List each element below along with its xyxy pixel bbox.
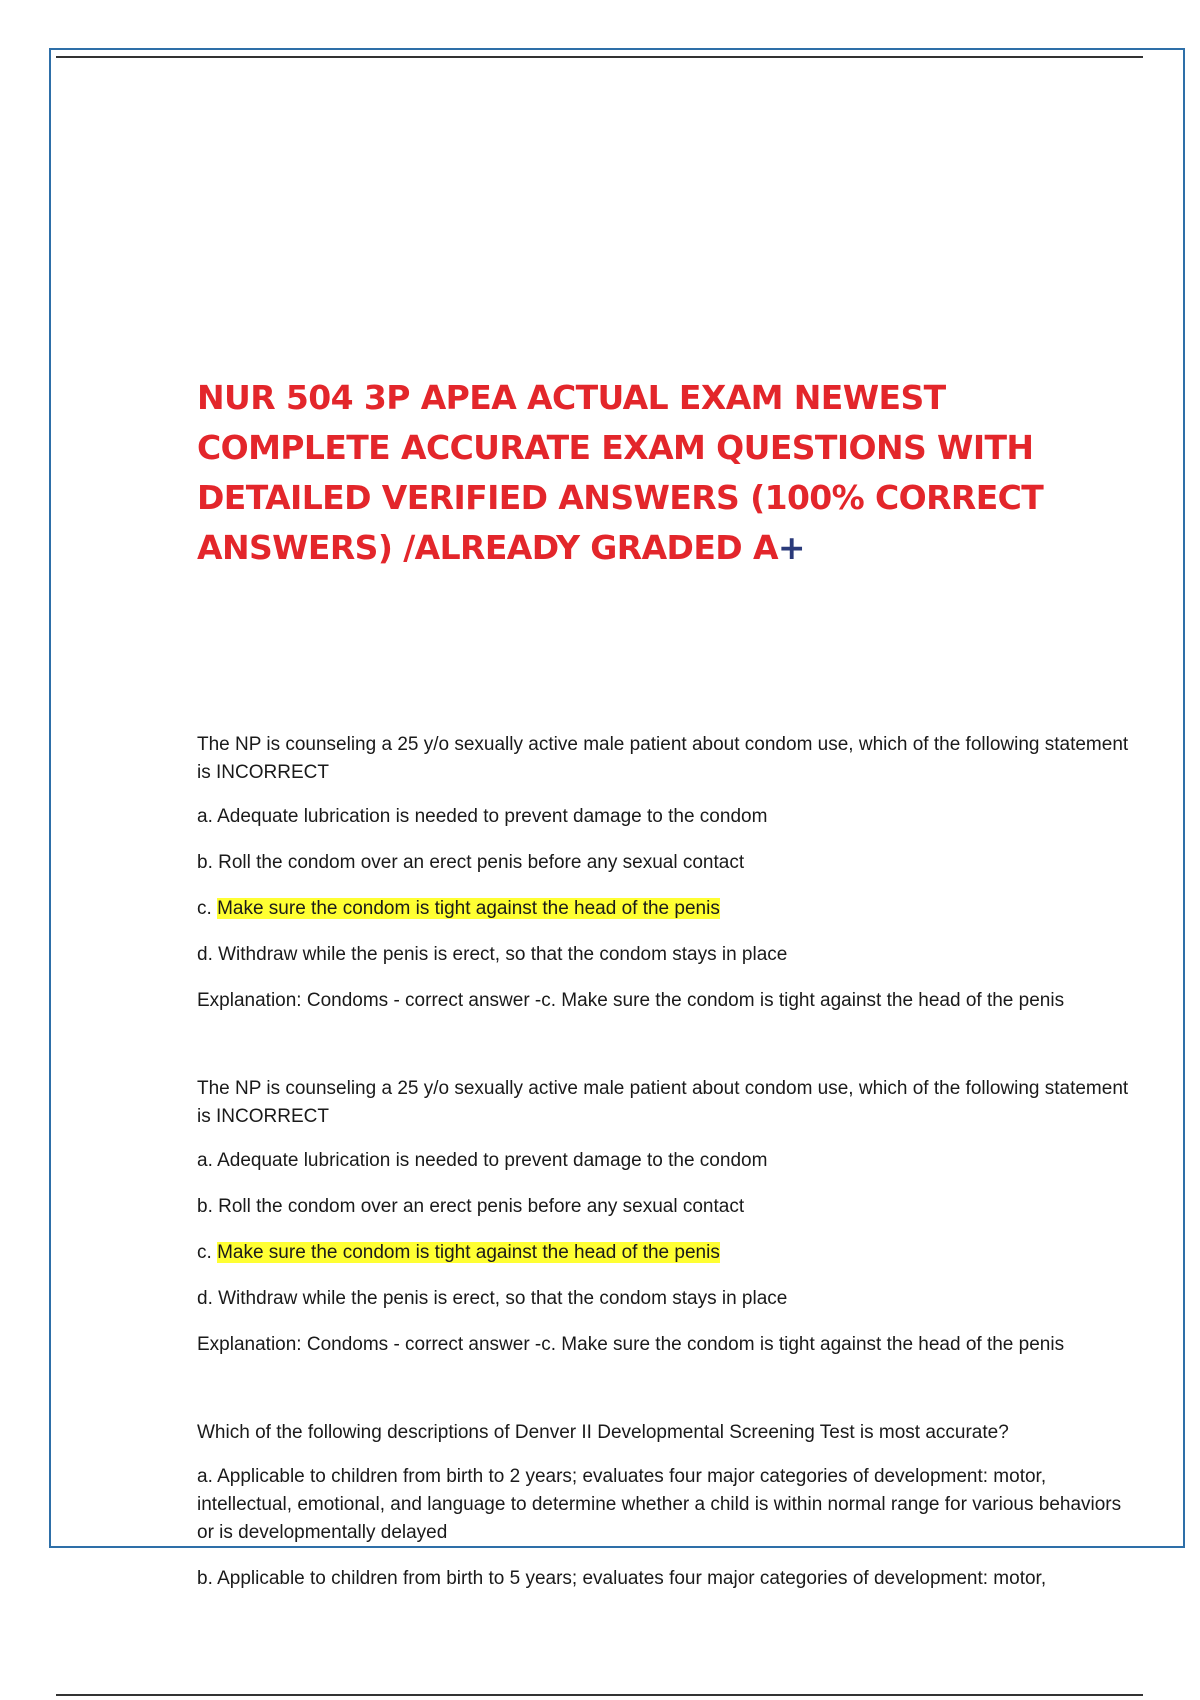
option-d: d. Withdraw while the penis is erect, so that the condom stays in place [197,944,788,965]
question-3 [197,1419,1132,1593]
option-c-prefix: c. [197,898,218,919]
answer-explanation: Explanation: Condoms - correct answer -c. Make sure the condom is tight against the head of the penis [197,1334,1065,1355]
option-b: b. Roll the condom over an erect penis before any sexual contact [197,852,745,873]
question-text: The NP is counseling a 25 y/o sexually active male patient about condom use, which of the following statement is INCORRECT [197,1078,1129,1127]
option-a: a. Applicable to children from birth to 2 years; evaluates four major categories of development: motor, intellectual, emotional, and language to determine whether a child is within normal range for various behaviors or is developmentally delayed [197,1466,1122,1543]
option-a: a. Adequate lubrication is needed to prevent damage to the condom [197,1150,768,1171]
highlighted-answer: Make sure the condom is tight against the head of the penis [217,1242,720,1263]
question-2 [197,1075,1132,1359]
document-title [197,373,1132,573]
questions-list [197,731,1132,1593]
highlighted-answer: Make sure the condom is tight against the head of the penis [217,898,720,919]
option-c-prefix: c. [197,1242,218,1263]
document-content [197,373,1132,1611]
option-a: a. Adequate lubrication is needed to prevent damage to the condom [197,806,768,827]
bottom-rule [56,1694,1143,1696]
answer-explanation: Explanation: Condoms - correct answer -c. Make sure the condom is tight against the head of the penis [197,990,1065,1011]
option-c [197,1239,1132,1267]
option-c [197,895,1132,923]
question-1 [197,731,1132,1015]
option-b: b. Applicable to children from birth to 5 years; evaluates four major categories of development: motor, [197,1568,1047,1589]
document-title-text: NUR 504 3P APEA ACTUAL EXAM NEWEST COMPLETE ACCURATE EXAM QUESTIONS WITH DETAILED VERIFIED ANSWERS (100% CORRECT ANSWERS) /ALREADY GRADED A [197,378,1044,567]
document-title-suffix: + [777,528,805,567]
page-frame [49,48,1185,1589]
option-b: b. Roll the condom over an erect penis before any sexual contact [197,1196,745,1217]
option-d: d. Withdraw while the penis is erect, so that the condom stays in place [197,1288,788,1309]
question-text: The NP is counseling a 25 y/o sexually active male patient about condom use, which of the following statement is INCORRECT [197,734,1129,783]
question-text: Which of the following descriptions of Denver II Developmental Screening Test is most accurate? [197,1422,1009,1443]
